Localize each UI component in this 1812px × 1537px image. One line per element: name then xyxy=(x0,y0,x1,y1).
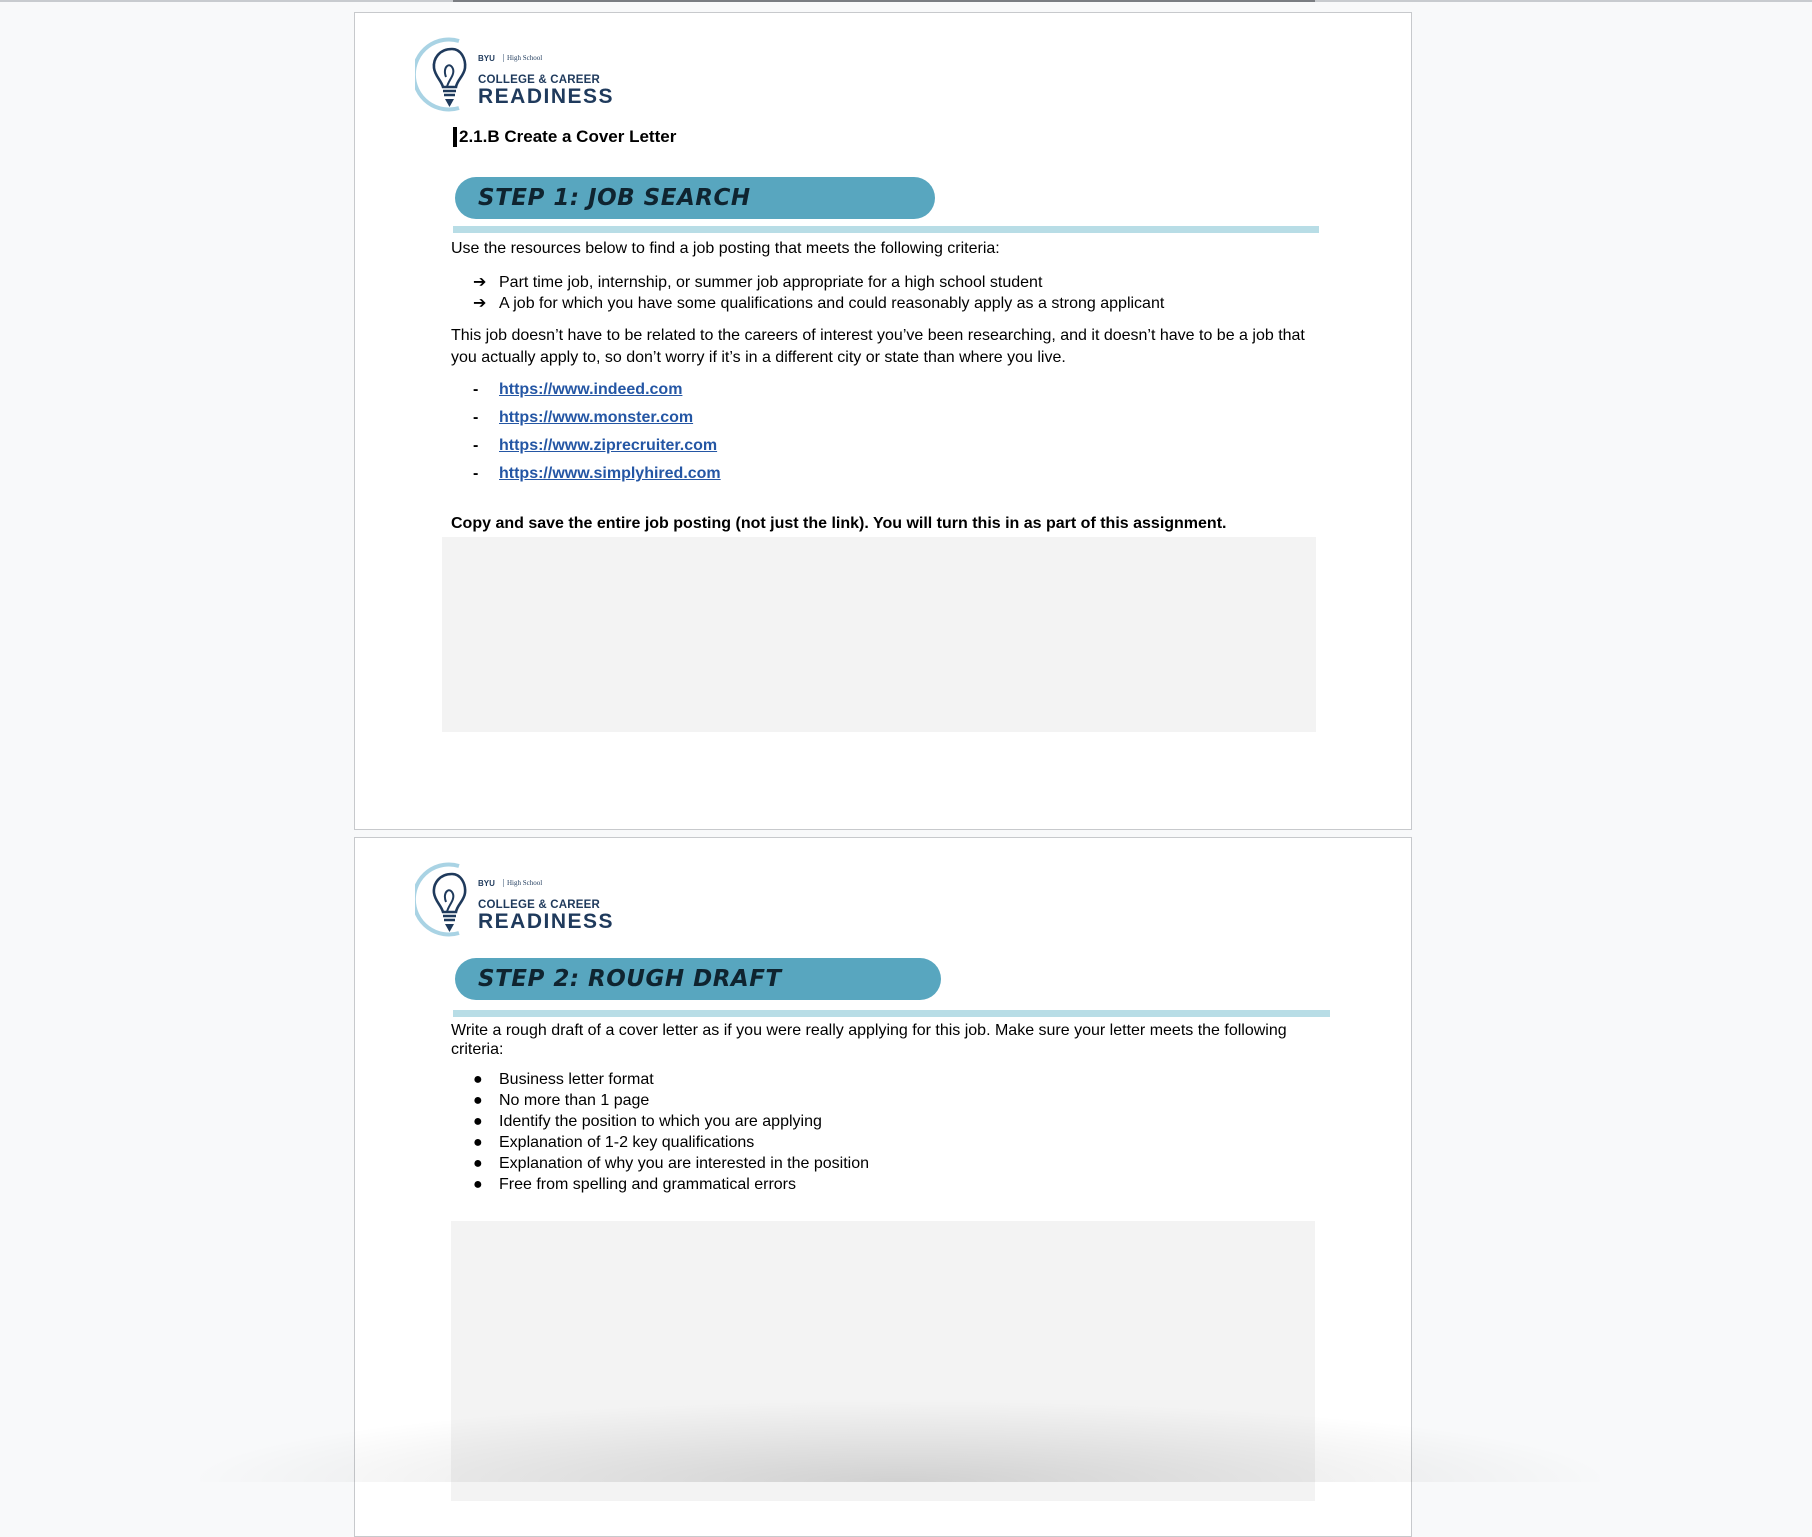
simplyhired-link[interactable]: https://www.simplyhired.com xyxy=(499,465,721,482)
bullet-marker: ● xyxy=(473,1092,483,1109)
dash-marker: - xyxy=(473,465,479,482)
monster-link[interactable]: https://www.monster.com xyxy=(499,409,694,426)
letter-criteria-list xyxy=(451,1069,1151,1195)
ziprecruiter-link[interactable]: https://www.ziprecruiter.com xyxy=(499,437,718,454)
step-2-rule xyxy=(453,1010,1330,1017)
link-item xyxy=(451,432,1051,460)
job-site-links xyxy=(451,376,1051,488)
lightbulb-icon xyxy=(415,862,477,938)
dash-marker: - xyxy=(473,381,479,398)
criteria-text: Explanation of why you are interested in the position xyxy=(499,1155,870,1172)
logo-readiness-text: READINESS xyxy=(478,910,615,933)
indeed-link[interactable]: https://www.indeed.com xyxy=(499,381,683,398)
criteria-item[interactable] xyxy=(451,1174,1151,1195)
criteria-text: Free from spelling and grammatical errors xyxy=(499,1176,796,1193)
logo-college-career-text: COLLEGE & CAREER xyxy=(478,74,601,86)
copy-instruction[interactable]: Copy and save the entire job posting (not just the link). You will turn this in as part of this assignment. xyxy=(451,515,1227,532)
link-item xyxy=(451,404,1051,432)
previous-page-edge xyxy=(453,0,1315,2)
link-item xyxy=(451,460,1051,488)
step-1-rule xyxy=(453,226,1319,233)
criteria-text: Explanation of 1-2 key qualifications xyxy=(499,1134,755,1151)
criteria-item[interactable] xyxy=(451,1069,1151,1090)
arrow-icon: ➔ xyxy=(473,274,487,291)
bullet-marker: ● xyxy=(473,1134,483,1151)
criteria-item[interactable] xyxy=(451,1132,1151,1153)
link-item xyxy=(451,376,1051,404)
job-posting-answer-box[interactable] xyxy=(442,537,1316,732)
step-1-intro[interactable]: Use the resources below to find a job posting that meets the following criteria: xyxy=(451,240,1000,257)
logo-high-school-text: High School xyxy=(503,879,542,887)
criteria-item[interactable] xyxy=(451,272,1351,293)
criteria-text: Business letter format xyxy=(499,1071,654,1088)
document-page-2 xyxy=(354,837,1412,1537)
logo-byu-text: BYU xyxy=(478,54,495,63)
bullet-marker: ● xyxy=(473,1155,483,1172)
bullet-marker: ● xyxy=(473,1113,483,1130)
criteria-item[interactable] xyxy=(451,1090,1151,1111)
lightbulb-icon xyxy=(415,37,477,113)
rough-draft-answer-box[interactable] xyxy=(451,1221,1315,1501)
criteria-item[interactable] xyxy=(451,1111,1151,1132)
document-title[interactable]: 2.1.B Create a Cover Letter xyxy=(459,127,677,146)
step-2-heading: STEP 2: ROUGH DRAFT xyxy=(455,958,941,1000)
dash-marker: - xyxy=(473,437,479,454)
logo-college-career-text: COLLEGE & CAREER xyxy=(478,899,601,911)
criteria-text: Part time job, internship, or summer job appropriate for a high school student xyxy=(499,274,1043,291)
logo-high-school-text: High School xyxy=(503,54,542,62)
college-career-readiness-logo xyxy=(415,862,615,938)
criteria-item[interactable] xyxy=(451,293,1351,314)
criteria-text: A job for which you have some qualifications and could reasonably apply as a strong applicant xyxy=(499,295,1165,312)
criteria-text: No more than 1 page xyxy=(499,1092,650,1109)
criteria-text: Identify the position to which you are applying xyxy=(499,1113,822,1130)
dash-marker: - xyxy=(473,409,479,426)
bullet-marker: ● xyxy=(473,1071,483,1088)
step-1-heading: STEP 1: JOB SEARCH xyxy=(455,177,935,219)
bullet-marker: ● xyxy=(473,1176,483,1193)
job-criteria-list xyxy=(451,272,1351,314)
logo-readiness-text: READINESS xyxy=(478,85,615,108)
step-2-intro[interactable]: Write a rough draft of a cover letter as if you were really applying for this job. Make sure your letter meets the following criteria: xyxy=(451,1022,1287,1058)
logo-byu-text: BYU xyxy=(478,879,495,888)
criteria-item[interactable] xyxy=(451,1153,1151,1174)
text-cursor xyxy=(453,127,457,147)
college-career-readiness-logo xyxy=(415,37,615,113)
step-1-note[interactable]: This job doesn’t have to be related to the careers of interest you’ve been researching, and it doesn’t have to be a job that you actually apply to, so don’t worry if it’s in a different city or state than where you live. xyxy=(451,327,1305,366)
document-page-1 xyxy=(354,12,1412,830)
arrow-icon: ➔ xyxy=(473,295,487,312)
